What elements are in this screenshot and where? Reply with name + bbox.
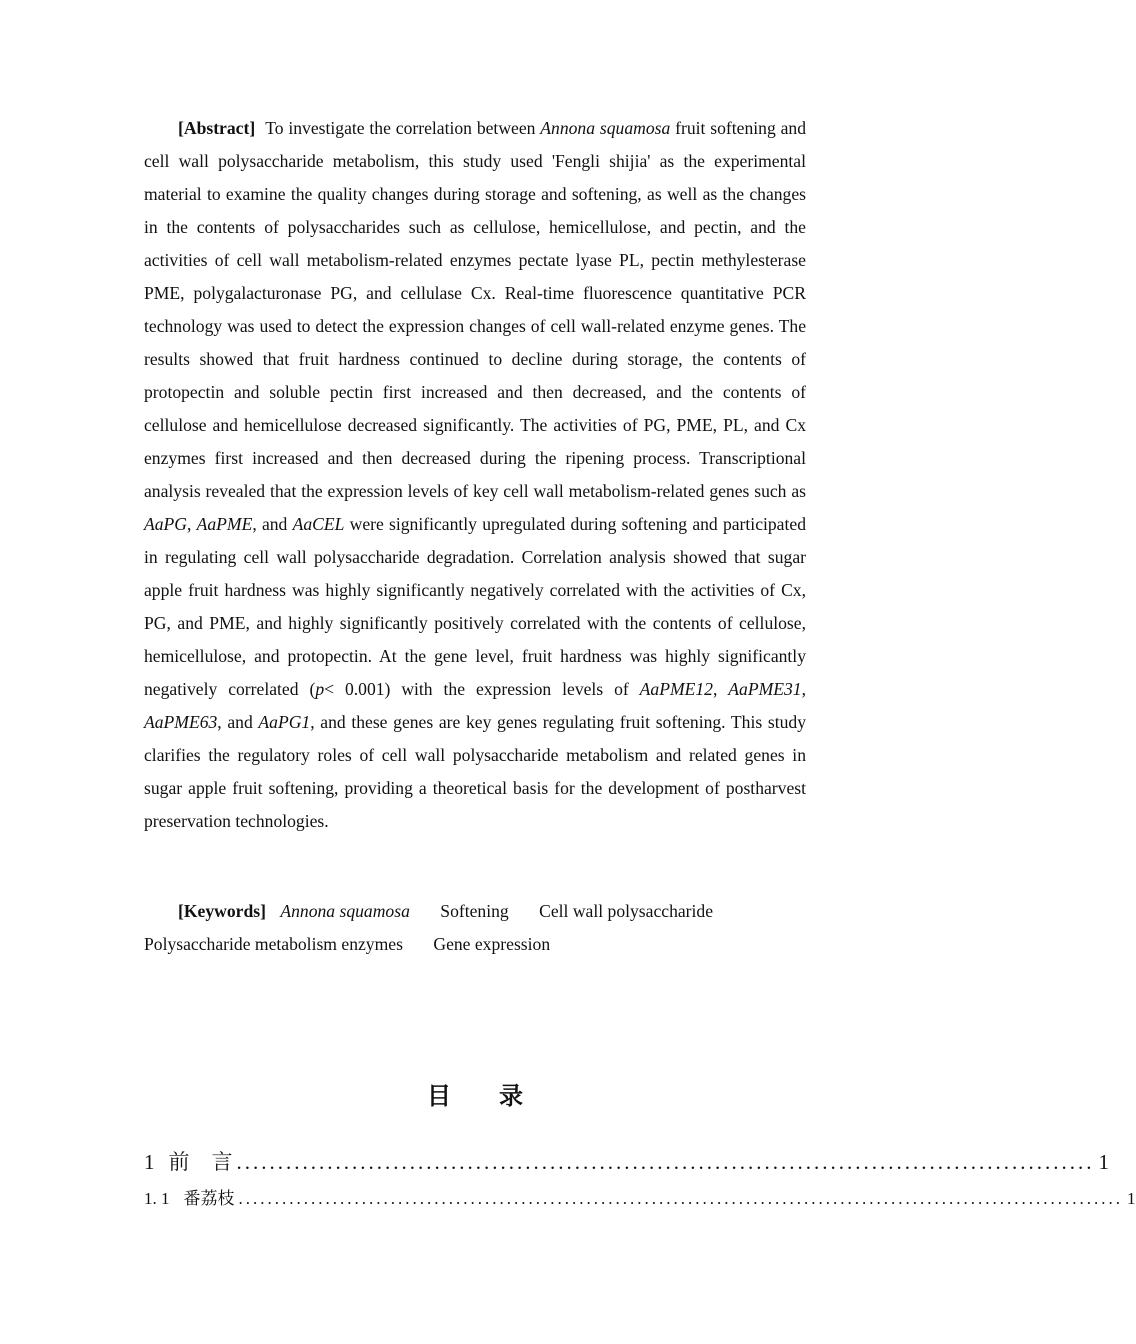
- abstract-text: < 0.001) with the expression levels of: [324, 679, 640, 699]
- abstract-text: To investigate the correlation between: [265, 118, 541, 138]
- gene-name: AaPG: [144, 514, 187, 534]
- abstract-text: ,: [187, 514, 197, 534]
- toc-entry-page: 1: [1098, 1150, 1109, 1174]
- keyword-item: Annona squamosa: [280, 901, 410, 921]
- abstract-text: , and: [252, 514, 293, 534]
- keyword-item: Cell wall polysaccharide: [539, 901, 714, 921]
- keyword-item: Polysaccharide metabolism enzymes: [144, 934, 403, 954]
- keywords-label: [Keywords]: [178, 901, 266, 921]
- toc-dot-leader: ..........................................................................................................................: [238, 1189, 1123, 1208]
- toc-title: 目录: [427, 1082, 571, 1110]
- abstract-text: were significantly upregulated during softening and participated in regulating cell wall polysaccharide degradation. Correlation analysis showed that sugar apple fruit hardness was highly significantly negatively correlated with the activities of Cx, PG, and PME, and highly significantly positively correlated with the contents of cellulose, hemicellulose, and protopectin. At the gene level, fruit hardness was highly significantly negatively correlated (: [144, 514, 806, 699]
- gene-name: AaPME31: [728, 679, 802, 699]
- keyword-item: Gene expression: [433, 934, 551, 954]
- gene-name: AaPG1: [258, 712, 311, 732]
- toc-entry-page: 1: [1127, 1189, 1136, 1208]
- toc-entry[interactable]: [144, 1146, 1109, 1176]
- abstract-text: fruit softening and cell wall polysaccharide metabolism, this study used 'Fengli shijia' as the experimental material to examine the quality changes during storage and softening, as well as the changes in the contents of polysaccharides such as cellulose, hemicellulose, and pectin, and the activities of cell wall metabolism-related enzymes pectate lyase PL, pectin methylesterase PME, polygalacturonase PG, and cellulase Cx. Real-time fluorescence quantitative PCR technology was used to detect the expression changes of cell wall-related enzyme genes. The results showed that fruit hardness continued to decline during storage, the contents of protopectin and soluble pectin first increased and then decreased, and the contents of cellulose and hemicellulose decreased significantly. The activities of PG, PME, PL, and Cx enzymes first increased and then decreased during the ripening process. Transcriptional analysis revealed that the expression levels of key cell wall metabolism-related genes such as: [144, 118, 806, 501]
- toc-entry-number: 1. 1: [144, 1189, 170, 1208]
- toc-entry-title: 番荔枝: [183, 1189, 235, 1209]
- species-name: Annona squamosa: [540, 118, 671, 138]
- p-value-symbol: p: [315, 679, 325, 699]
- abstract-text: ,: [801, 679, 806, 699]
- gene-name: AaPME12: [639, 679, 713, 699]
- toc-entry-title: 前言: [168, 1150, 255, 1174]
- abstract-text: , and these genes are key genes regulating fruit softening. This study clarifies the regulatory roles of cell wall polysaccharide metabolism and related genes in sugar apple fruit softening, providing a theoretical basis for the development of postharvest preservation technologies.: [144, 712, 806, 831]
- abstract-label: [Abstract]: [178, 118, 256, 138]
- abstract-text: ,: [712, 679, 729, 699]
- abstract-paragraph: [144, 112, 806, 838]
- gene-name: AaPME: [196, 514, 253, 534]
- keyword-item: Softening: [440, 901, 509, 921]
- toc-dot-leader: ........................................................................................................: [236, 1150, 1095, 1174]
- abstract-text: , and: [217, 712, 259, 732]
- gene-name: AaCEL: [292, 514, 345, 534]
- toc-entry[interactable]: [144, 1184, 1136, 1209]
- gene-name: AaPME63: [144, 712, 218, 732]
- toc-entry-number: 1: [144, 1150, 155, 1174]
- keywords-paragraph: [144, 895, 806, 961]
